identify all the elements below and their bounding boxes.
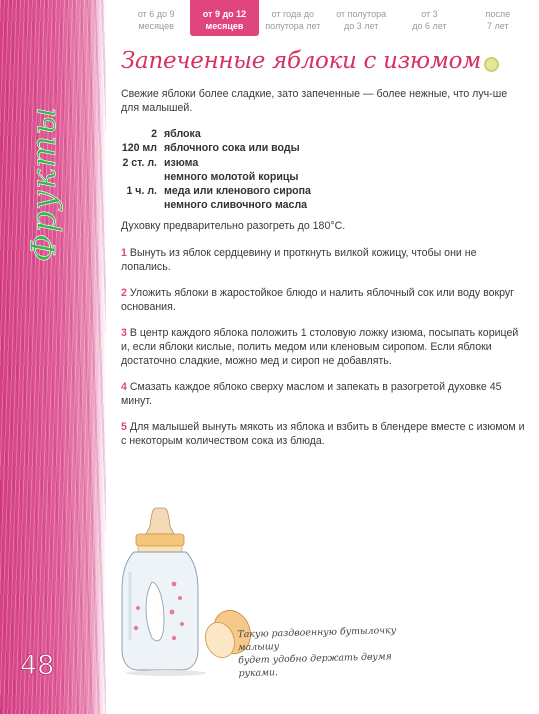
tab-line1: от полутора xyxy=(336,9,387,19)
ingredient-qty xyxy=(121,198,164,212)
sidebar-crayon-band xyxy=(0,0,106,714)
tab-line2: до 3 лет xyxy=(343,21,379,31)
difficulty-dot-icon xyxy=(484,57,499,72)
ingredients-list xyxy=(121,127,526,212)
page-number: 48 xyxy=(20,650,55,681)
preheat-note: Духовку предварительно разогреть до 180°С. xyxy=(121,220,346,233)
tab-line2: месяцев xyxy=(138,21,174,31)
ingredient-qty: 2 xyxy=(151,128,157,141)
bottle-nipple-icon xyxy=(146,508,174,534)
ingredient-name: немного сливочного масла xyxy=(164,199,308,212)
tab-line2: 7 лет xyxy=(487,21,509,31)
step-number: 2 xyxy=(121,287,127,300)
step-text: Вынуть из яблок сердцевину и проткнуть вилкой кожицу, чтобы они не лопались. xyxy=(121,247,477,273)
ingredient-name: меда или кленового сиропа xyxy=(164,185,311,197)
tab-after-7-years[interactable] xyxy=(464,0,532,36)
step-2 xyxy=(121,287,526,314)
bottle-ring-icon xyxy=(136,534,184,546)
ingredient-row xyxy=(121,170,526,184)
tab-line1: от 6 до 9 xyxy=(137,9,175,19)
tab-line1: от 9 до 12 xyxy=(202,9,247,19)
step-3 xyxy=(121,327,526,368)
ingredient-name: яблока xyxy=(164,128,201,141)
step-number: 3 xyxy=(121,327,127,340)
ingredient-row xyxy=(121,198,526,212)
step-number: 4 xyxy=(121,381,127,394)
tab-line1: от 3 xyxy=(421,9,438,19)
section-label: Фрукты xyxy=(24,106,64,262)
tab-3-6-years[interactable] xyxy=(395,0,463,36)
step-text: Смазать каждое яблоко сверху маслом и запекать в разогретой духовке 45 минут. xyxy=(121,381,502,407)
age-tabs xyxy=(122,0,532,36)
illustration-caption xyxy=(237,624,408,680)
ingredient-row xyxy=(121,141,526,155)
caption-line1: Такую раздвоенную бутылочку малышу xyxy=(237,625,397,654)
tab-line1: от года до xyxy=(271,9,314,19)
step-4 xyxy=(121,381,526,408)
step-number: 5 xyxy=(121,421,127,434)
ingredient-row xyxy=(121,127,526,141)
ingredient-qty: 1 ч. л. xyxy=(126,185,157,197)
title-row xyxy=(121,48,526,74)
recipe-intro: Свежие яблоки более сладкие, зато запеченные — более нежные, что луч-ше для малышей. xyxy=(121,88,508,114)
step-text: В центр каждого яблока положить 1 столовую ложку изюма, посыпать корицей и, если яблоки кислые, полить медом или кленовым сиропом. Если яблоки достаточно сладкие, можно мед и сироп не добавлять. xyxy=(121,327,519,367)
step-5 xyxy=(121,421,526,448)
ingredient-name: яблочного сока или воды xyxy=(164,142,300,155)
ingredient-row xyxy=(121,184,526,198)
caption-line2: будет удобно держать двумя руками. xyxy=(238,651,392,680)
step-number: 1 xyxy=(121,247,127,259)
ingredient-qty: 2 ст. л. xyxy=(122,156,157,169)
tab-line2: полутора лет xyxy=(265,21,321,31)
ingredient-name: изюма xyxy=(164,156,199,169)
step-1 xyxy=(121,247,526,274)
tab-line2: до 6 лет xyxy=(412,21,447,31)
tab-line2: месяцев xyxy=(205,21,244,31)
ingredient-qty: 120 мл xyxy=(121,142,157,155)
step-text: Для малышей вынуть мякоть из яблока и взбить в блендере вместе с изюмом и с некоторым количеством сока из блюда. xyxy=(121,421,525,447)
tab-1.5-3-years[interactable] xyxy=(327,0,395,36)
recipe-content xyxy=(121,48,526,449)
recipe-title: Запеченные яблоки с изюмом xyxy=(121,48,481,74)
tab-9-12-months[interactable] xyxy=(190,0,258,36)
tab-6-9-months[interactable] xyxy=(122,0,190,36)
ingredient-row xyxy=(121,156,526,170)
ingredient-qty xyxy=(121,170,164,184)
ingredient-name: немного молотой корицы xyxy=(164,170,299,183)
tab-1-1.5-years[interactable] xyxy=(259,0,327,36)
tab-line1: после xyxy=(485,9,511,19)
step-text: Уложить яблоки в жаростойкое блюдо и налить яблочный сок или воду вокруг основания. xyxy=(121,287,515,313)
